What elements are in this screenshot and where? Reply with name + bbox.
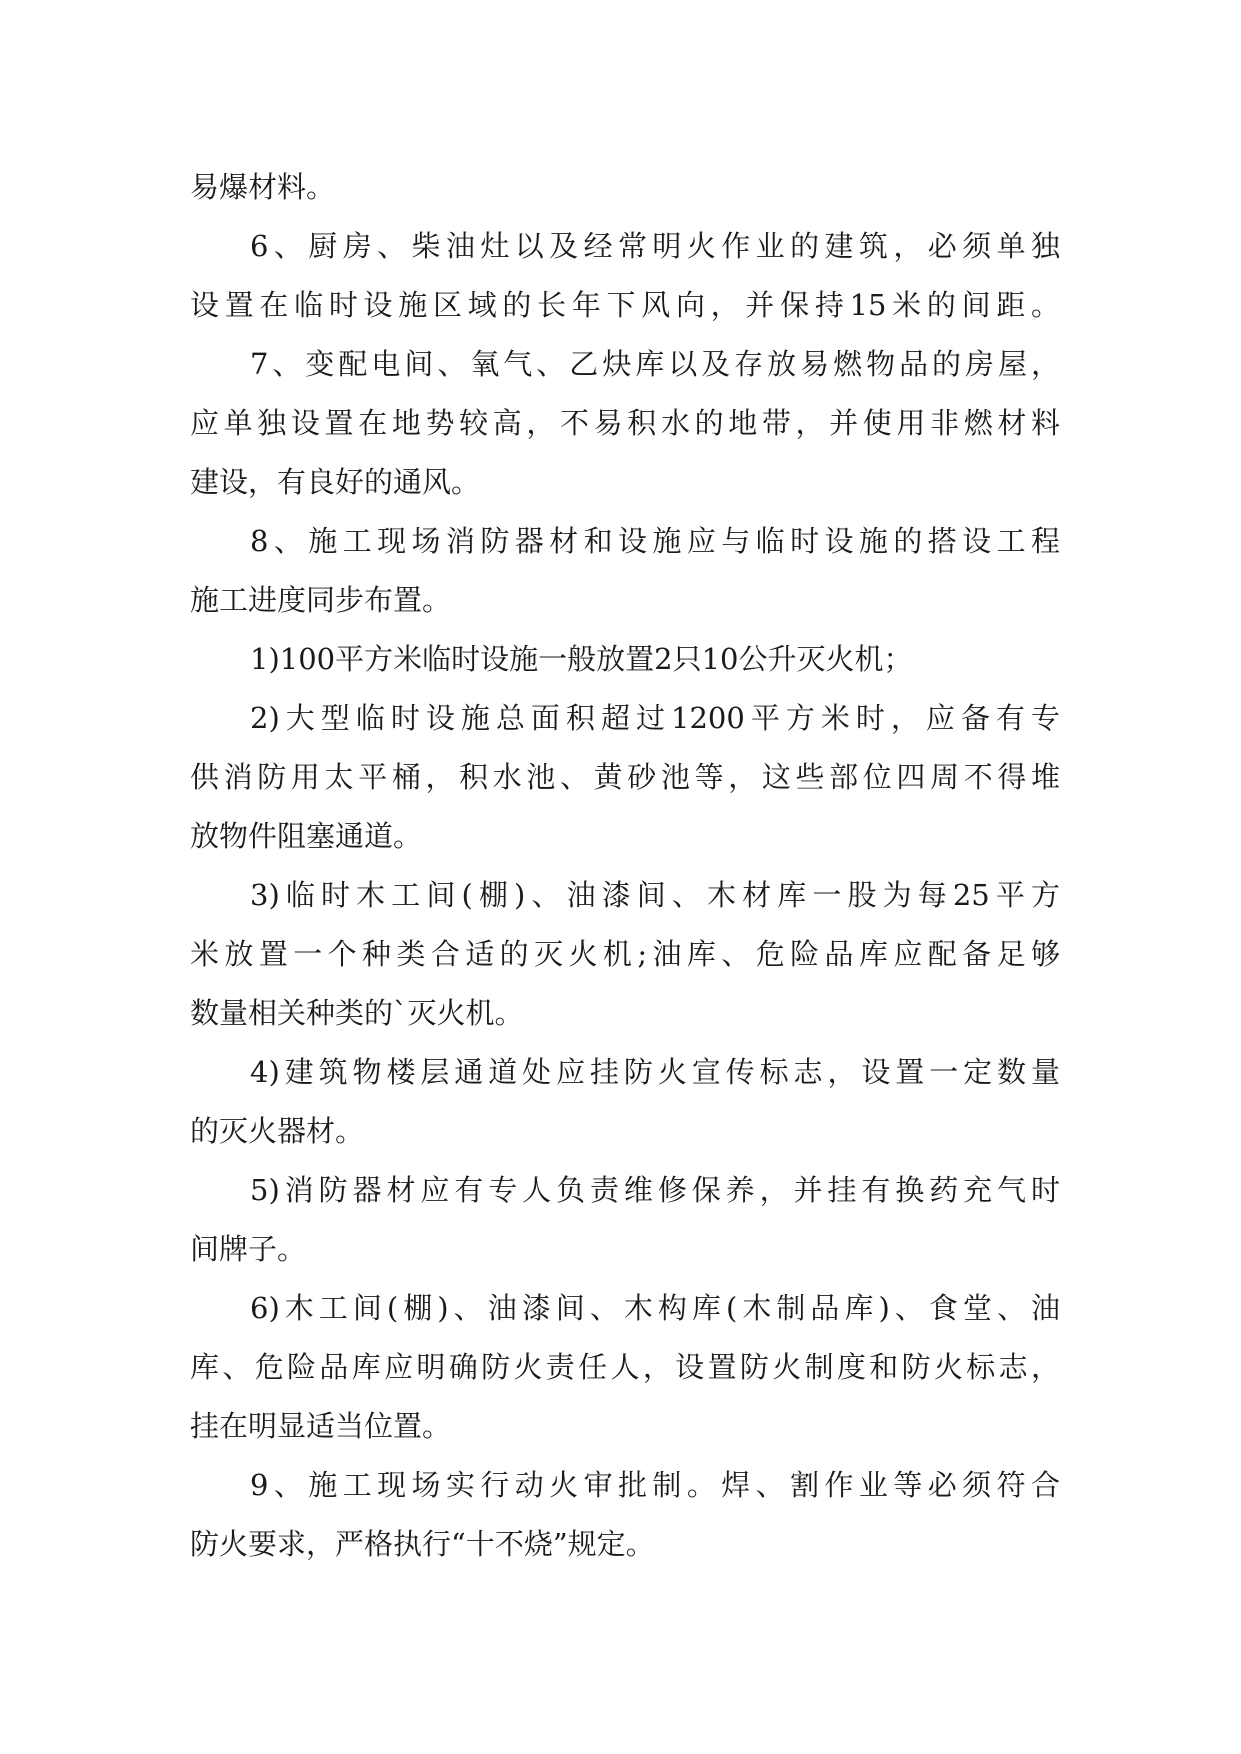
- text-line: 6、厨房、柴油灶以及经常明火作业的建筑，必须单独: [250, 229, 1060, 263]
- text-line: 应单独设置在地势较高，不易积水的地带，并使用非燃材料: [190, 406, 1060, 440]
- text-line: 设置在临时设施区域的长年下风向，并保持15米的间距。: [190, 288, 1060, 322]
- text-line: 供消防用太平桶，积水池、黄砂池等，这些部位四周不得堆: [190, 760, 1060, 794]
- document-body: [190, 158, 1060, 1574]
- text-line: 防火要求，严格执行“十不烧”规定。: [190, 1527, 655, 1561]
- text-line: 库、危险品库应明确防火责任人，设置防火制度和防火标志，: [190, 1350, 1060, 1384]
- text-line: 6)木工间(棚)、油漆间、木构库(木制品库)、食堂、油: [250, 1291, 1060, 1325]
- text-line: 2)大型临时设施总面积超过1200平方米时，应备有专: [250, 701, 1060, 735]
- text-line: 放物件阻塞通道。: [190, 819, 423, 853]
- text-line: 5)消防器材应有专人负责维修保养，并挂有换药充气时: [250, 1173, 1060, 1207]
- text-line: 4)建筑物楼层通道处应挂防火宣传标志，设置一定数量: [250, 1055, 1060, 1089]
- text-line: 的灭火器材。: [190, 1114, 365, 1148]
- text-line: 8、施工现场消防器材和设施应与临时设施的搭设工程: [250, 524, 1060, 558]
- text-line: 1)100平方米临时设施一般放置2只10公升灭火机；: [250, 642, 913, 676]
- text-line: 9、施工现场实行动火审批制。焊、割作业等必须符合: [250, 1468, 1060, 1502]
- text-line: 挂在明显适当位置。: [190, 1409, 452, 1443]
- text-line: 米放置一个种类合适的灭火机;油库、危险品库应配备足够: [190, 937, 1060, 971]
- text-line: 建设，有良好的通风。: [190, 465, 481, 499]
- text-line: 易爆材料。: [190, 170, 336, 204]
- text-line: 7、变配电间、氧气、乙炔库以及存放易燃物品的房屋，: [250, 347, 1060, 381]
- text-line: 3)临时木工间(棚)、油漆间、木材库一股为每25平方: [250, 878, 1060, 912]
- text-line: 数量相关种类的`灭火机。: [190, 996, 524, 1030]
- text-line: 间牌子。: [190, 1232, 307, 1266]
- text-line: 施工进度同步布置。: [190, 583, 452, 617]
